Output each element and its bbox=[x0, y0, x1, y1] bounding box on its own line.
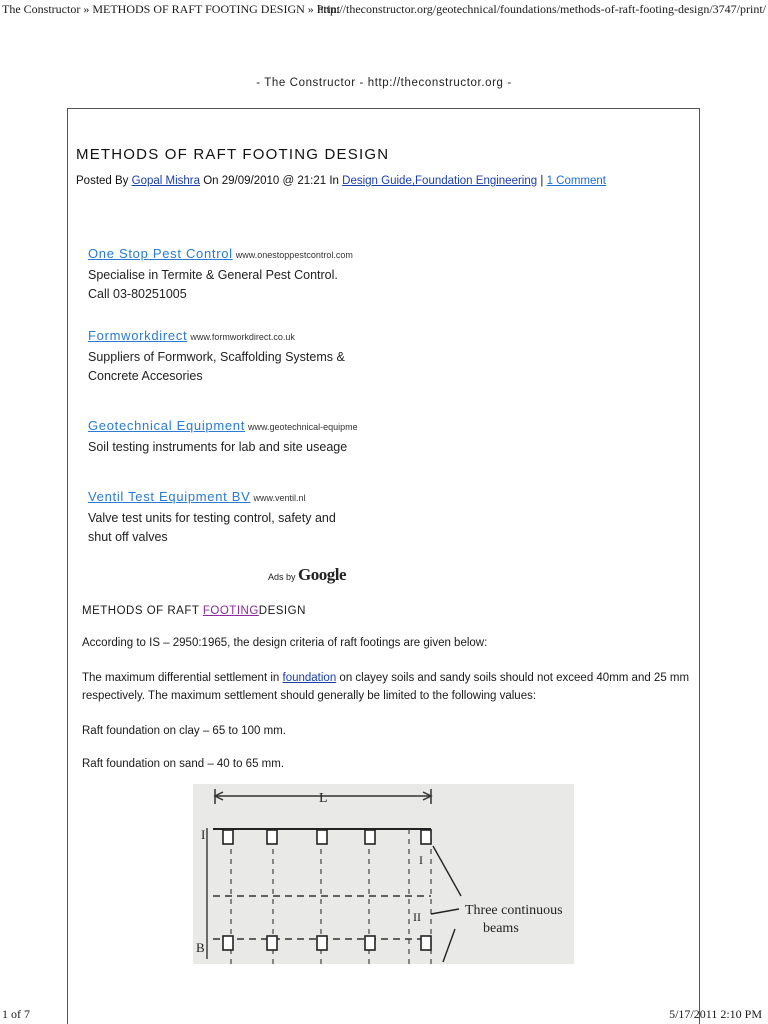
ad-block bbox=[88, 489, 348, 547]
column bbox=[317, 830, 327, 844]
paragraph: According to IS – 2950:1965, the design criteria of raft footings are given below: bbox=[82, 637, 488, 649]
paragraph: Raft foundation on clay – 65 to 100 mm. bbox=[82, 725, 286, 737]
ad-url[interactable]: www.ventil.nl bbox=[253, 493, 306, 503]
ad-block bbox=[88, 418, 358, 457]
ad-block bbox=[88, 328, 348, 386]
column bbox=[421, 936, 431, 950]
byline-posted-by: Posted By bbox=[76, 175, 129, 187]
foundation-link[interactable]: foundation bbox=[282, 672, 337, 684]
ad-title-link[interactable]: Formworkdirect bbox=[88, 328, 188, 343]
column bbox=[421, 830, 431, 844]
ad-block bbox=[88, 246, 353, 304]
raft-diagram bbox=[193, 784, 574, 964]
ad-description: Call 03-80251005 bbox=[88, 287, 187, 301]
p2-pre: The maximum differential settlement in bbox=[82, 672, 280, 684]
page-title: METHODS OF RAFT FOOTING DESIGN bbox=[76, 146, 390, 163]
column bbox=[223, 830, 233, 844]
ad-url[interactable]: www.onestoppestcontrol.com bbox=[235, 250, 353, 260]
ad-title-link[interactable]: Ventil Test Equipment BV bbox=[88, 489, 251, 504]
column bbox=[223, 936, 233, 950]
ad-title-link[interactable]: Geotechnical Equipment bbox=[88, 418, 246, 433]
google-logo: Google bbox=[298, 565, 347, 584]
column bbox=[317, 936, 327, 950]
label-i-left: I bbox=[201, 827, 206, 842]
footing-link[interactable]: FOOTING bbox=[202, 605, 259, 617]
column bbox=[365, 830, 375, 844]
byline-date: On 29/09/2010 @ 21:21 In bbox=[203, 175, 339, 187]
ad-description: Soil testing instruments for lab and site useage bbox=[88, 440, 348, 454]
print-header bbox=[2, 2, 766, 18]
author-link[interactable]: Gopal Mishra bbox=[131, 175, 201, 187]
byline-separator: | bbox=[540, 175, 544, 187]
label-b: B bbox=[196, 940, 205, 955]
column bbox=[365, 936, 375, 950]
label-row-i: I bbox=[419, 853, 423, 867]
paragraph bbox=[82, 669, 692, 705]
label-l: L bbox=[319, 791, 328, 806]
section-heading bbox=[82, 602, 692, 620]
print-header-url: http://theconstructor.org/geotechnical/foundations/methods-of-raft-footing-design/3747/print/ bbox=[317, 2, 766, 16]
byline bbox=[76, 175, 606, 187]
ad-description: Specialise in Termite & General Pest Control. bbox=[88, 268, 338, 282]
ad-description: Valve test units for testing control, safety and bbox=[88, 511, 336, 525]
ad-description: Suppliers of Formwork, Scaffolding Systems & bbox=[88, 350, 345, 364]
raft-diagram-figure bbox=[193, 784, 574, 964]
categories-link[interactable]: Design Guide,Foundation Engineering bbox=[342, 175, 538, 187]
ad-url[interactable]: www.geotechnical-equipme bbox=[248, 422, 358, 432]
column bbox=[267, 936, 277, 950]
arrow-line bbox=[431, 909, 459, 914]
label-row-ii: II bbox=[413, 910, 421, 924]
annotation-line1: Three continuous bbox=[465, 903, 563, 918]
ads-by-google[interactable] bbox=[268, 565, 346, 585]
ad-description: Concrete Accesories bbox=[88, 369, 203, 383]
ad-description: shut off valves bbox=[88, 530, 168, 544]
site-line: - The Constructor - http://theconstructor.org - bbox=[256, 77, 512, 89]
comments-link[interactable]: 1 Comment bbox=[546, 175, 606, 187]
print-header-title: The Constructor » METHODS OF RAFT FOOTING DESIGN » Print bbox=[2, 2, 341, 16]
heading-pre: METHODS OF RAFT bbox=[82, 605, 200, 617]
print-timestamp: 5/17/2011 2:10 PM bbox=[669, 1007, 762, 1021]
column bbox=[267, 830, 277, 844]
arrow-line bbox=[433, 846, 461, 896]
heading-post: DESIGN bbox=[258, 605, 306, 617]
ads-by-prefix: Ads by bbox=[268, 572, 296, 582]
print-footer bbox=[2, 1006, 766, 1022]
ad-title-link[interactable]: One Stop Pest Control bbox=[88, 246, 233, 261]
paragraph: Raft foundation on sand – 40 to 65 mm. bbox=[82, 758, 285, 770]
page-number: 1 of 7 bbox=[2, 1007, 30, 1021]
arrow-line bbox=[443, 929, 455, 962]
ad-url[interactable]: www.formworkdirect.co.uk bbox=[190, 332, 295, 342]
p2-post: on clayey soils and sandy soils should not exceed 40mm and 25 mm respectively. The maximum settlement should generally be limited to the following values: bbox=[82, 672, 690, 702]
annotation-line2: beams bbox=[483, 921, 519, 936]
